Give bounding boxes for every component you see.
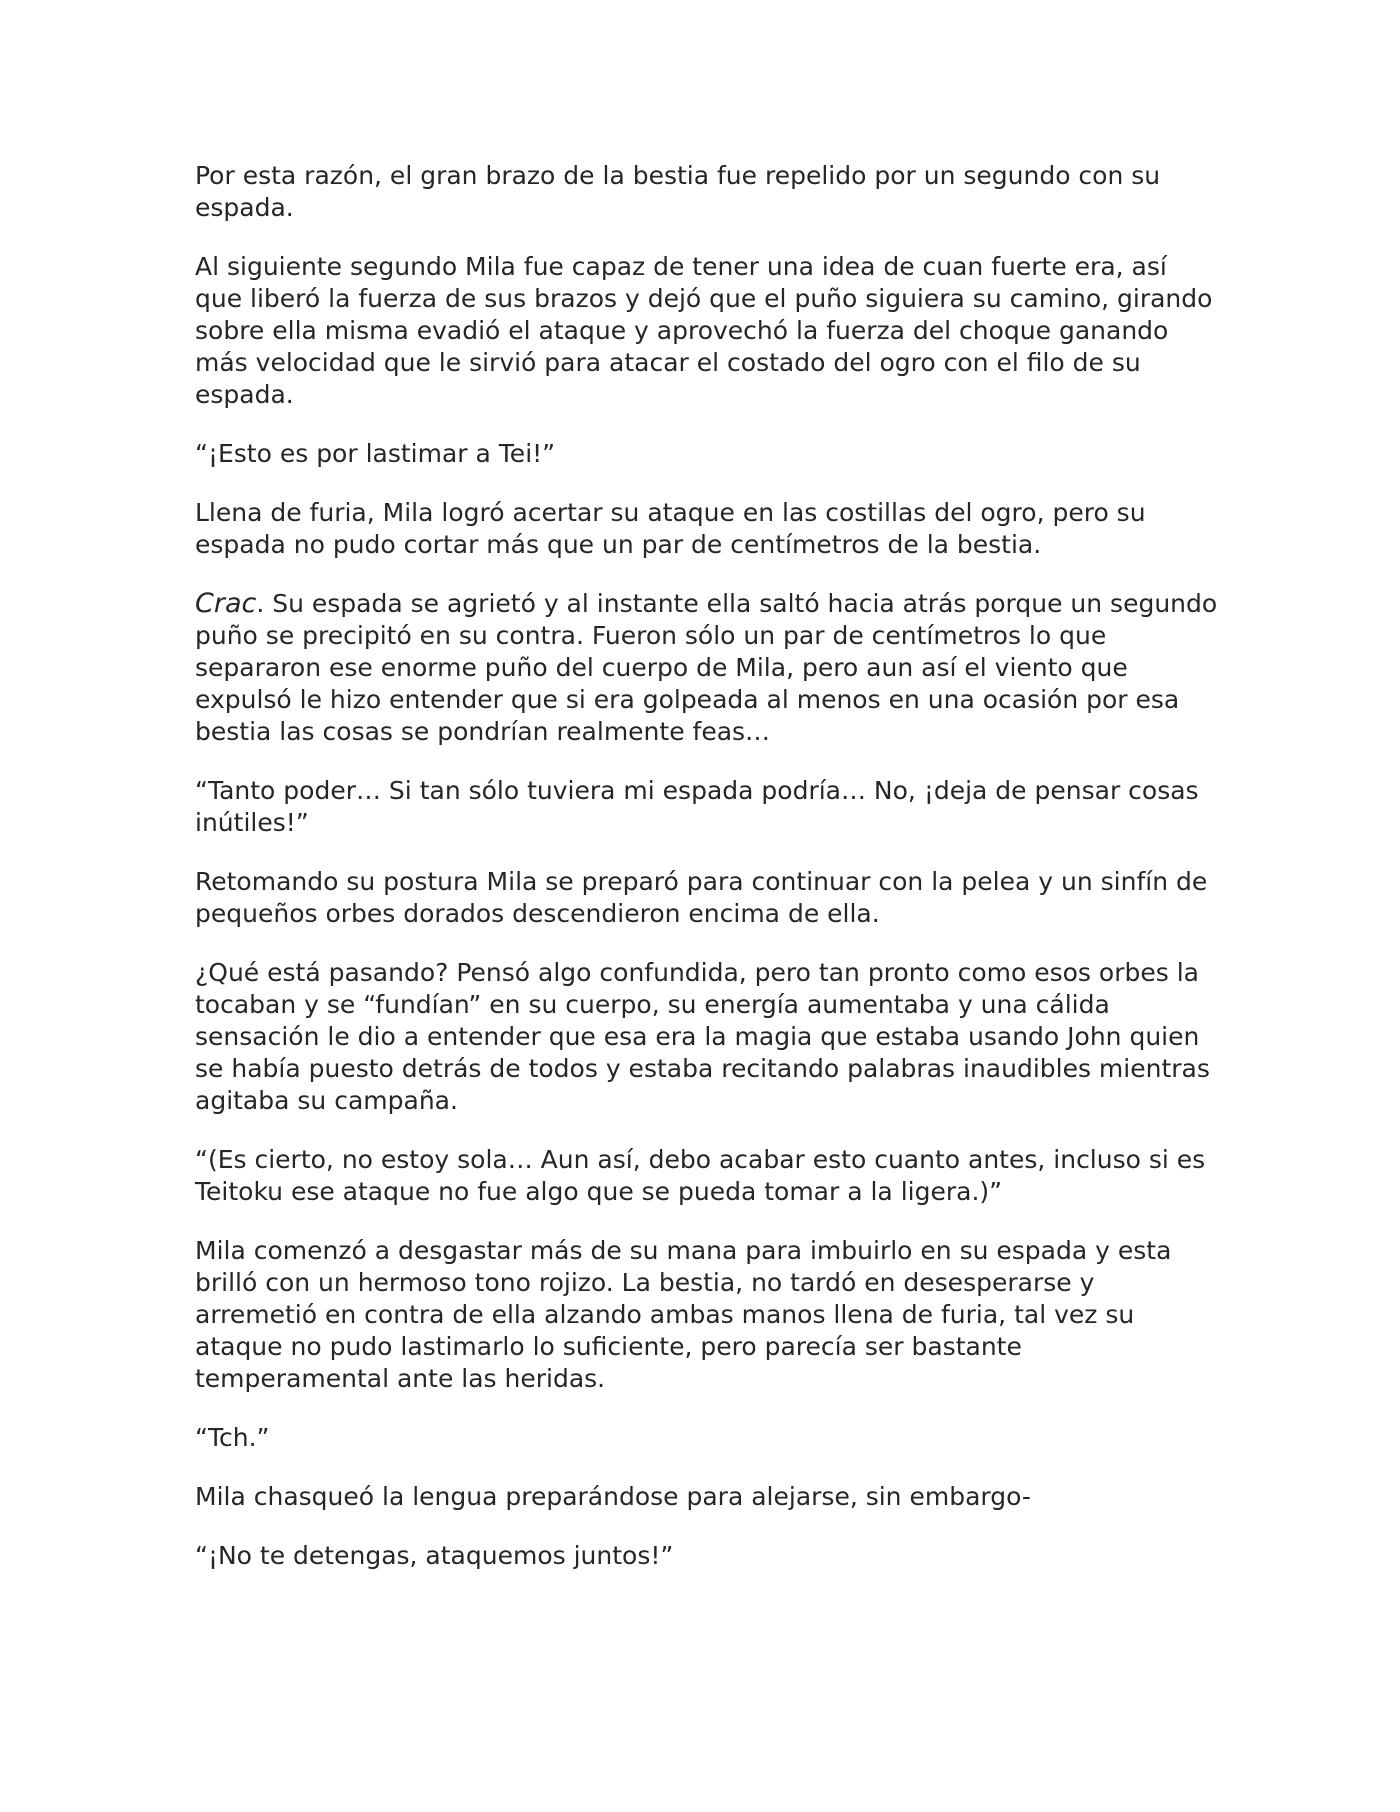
paragraph: “(Es cierto, no estoy sola… Aun así, debo acabar esto cuanto antes, incluso si es Teitoku ese ataque no fue algo que se pueda tomar a la ligera.)” bbox=[195, 1145, 1206, 1206]
paragraph: Al siguiente segundo Mila fue capaz de tener una idea de cuan fuerte era, así que liberó la fuerza de sus brazos y dejó que el puño siguiera su camino, girando sobre ella misma evadió el ataque y aprovechó la fuerza del choque ganando más velocidad que le sirvió para atacar el costado del ogro con el filo de su espada. bbox=[195, 252, 1213, 409]
paragraph: Por esta razón, el gran brazo de la bestia fue repelido por un segundo con su espada. bbox=[195, 161, 1161, 222]
paragraph: ¿Qué está pasando? Pensó algo confundida, pero tan pronto como esos orbes la tocaban y se “fundían” en su cuerpo, su energía aumentaba y una cálida sensación le dio a entender que esa era la magia que estaba usando John quien se había puesto detrás de todos y estaba recitando palabras inaudibles mientras agitaba su campaña. bbox=[195, 958, 1210, 1115]
paragraph-text: . Su espada se agrietó y al instante ella saltó hacia atrás porque un segundo puño se precipitó en su contra. Fueron sólo un par de centímetros lo que separaron ese enorme puño del cuerpo de Mila, pero aun así el viento que expulsó le hizo entender que si era golpeada al menos en una ocasión por esa bestia las cosas se pondrían realmente feas… bbox=[195, 589, 1218, 746]
italic-lead-word: Crac bbox=[195, 588, 257, 619]
paragraph: Retomando su postura Mila se preparó para continuar con la pelea y un sinfín de pequeños orbes dorados descendieron encima de ella. bbox=[195, 867, 1208, 928]
paragraph: “Tch.” bbox=[195, 1423, 270, 1452]
document-page bbox=[195, 160, 1220, 1599]
paragraph: Mila comenzó a desgastar más de su mana para imbuirlo en su espada y esta brilló con un hermoso tono rojizo. La bestia, no tardó en desesperarse y arremetió en contra de ella alzando ambas manos llena de furia, tal vez su ataque no pudo lastimarlo lo suficiente, pero parecía ser bastante temperamental ante las heridas. bbox=[195, 1236, 1172, 1393]
paragraph: “¡No te detengas, ataquemos juntos!” bbox=[195, 1541, 674, 1570]
paragraph: Llena de furia, Mila logró acertar su ataque en las costillas del ogro, pero su espada no pudo cortar más que un par de centímetros de la bestia. bbox=[195, 498, 1146, 559]
paragraph bbox=[195, 588, 1220, 748]
paragraph: “Tanto poder… Si tan sólo tuviera mi espada podría… No, ¡deja de pensar cosas inútiles!” bbox=[195, 776, 1199, 837]
paragraph: “¡Esto es por lastimar a Tei!” bbox=[195, 439, 556, 468]
paragraph: Mila chasqueó la lengua preparándose para alejarse, sin embargo- bbox=[195, 1482, 1031, 1511]
